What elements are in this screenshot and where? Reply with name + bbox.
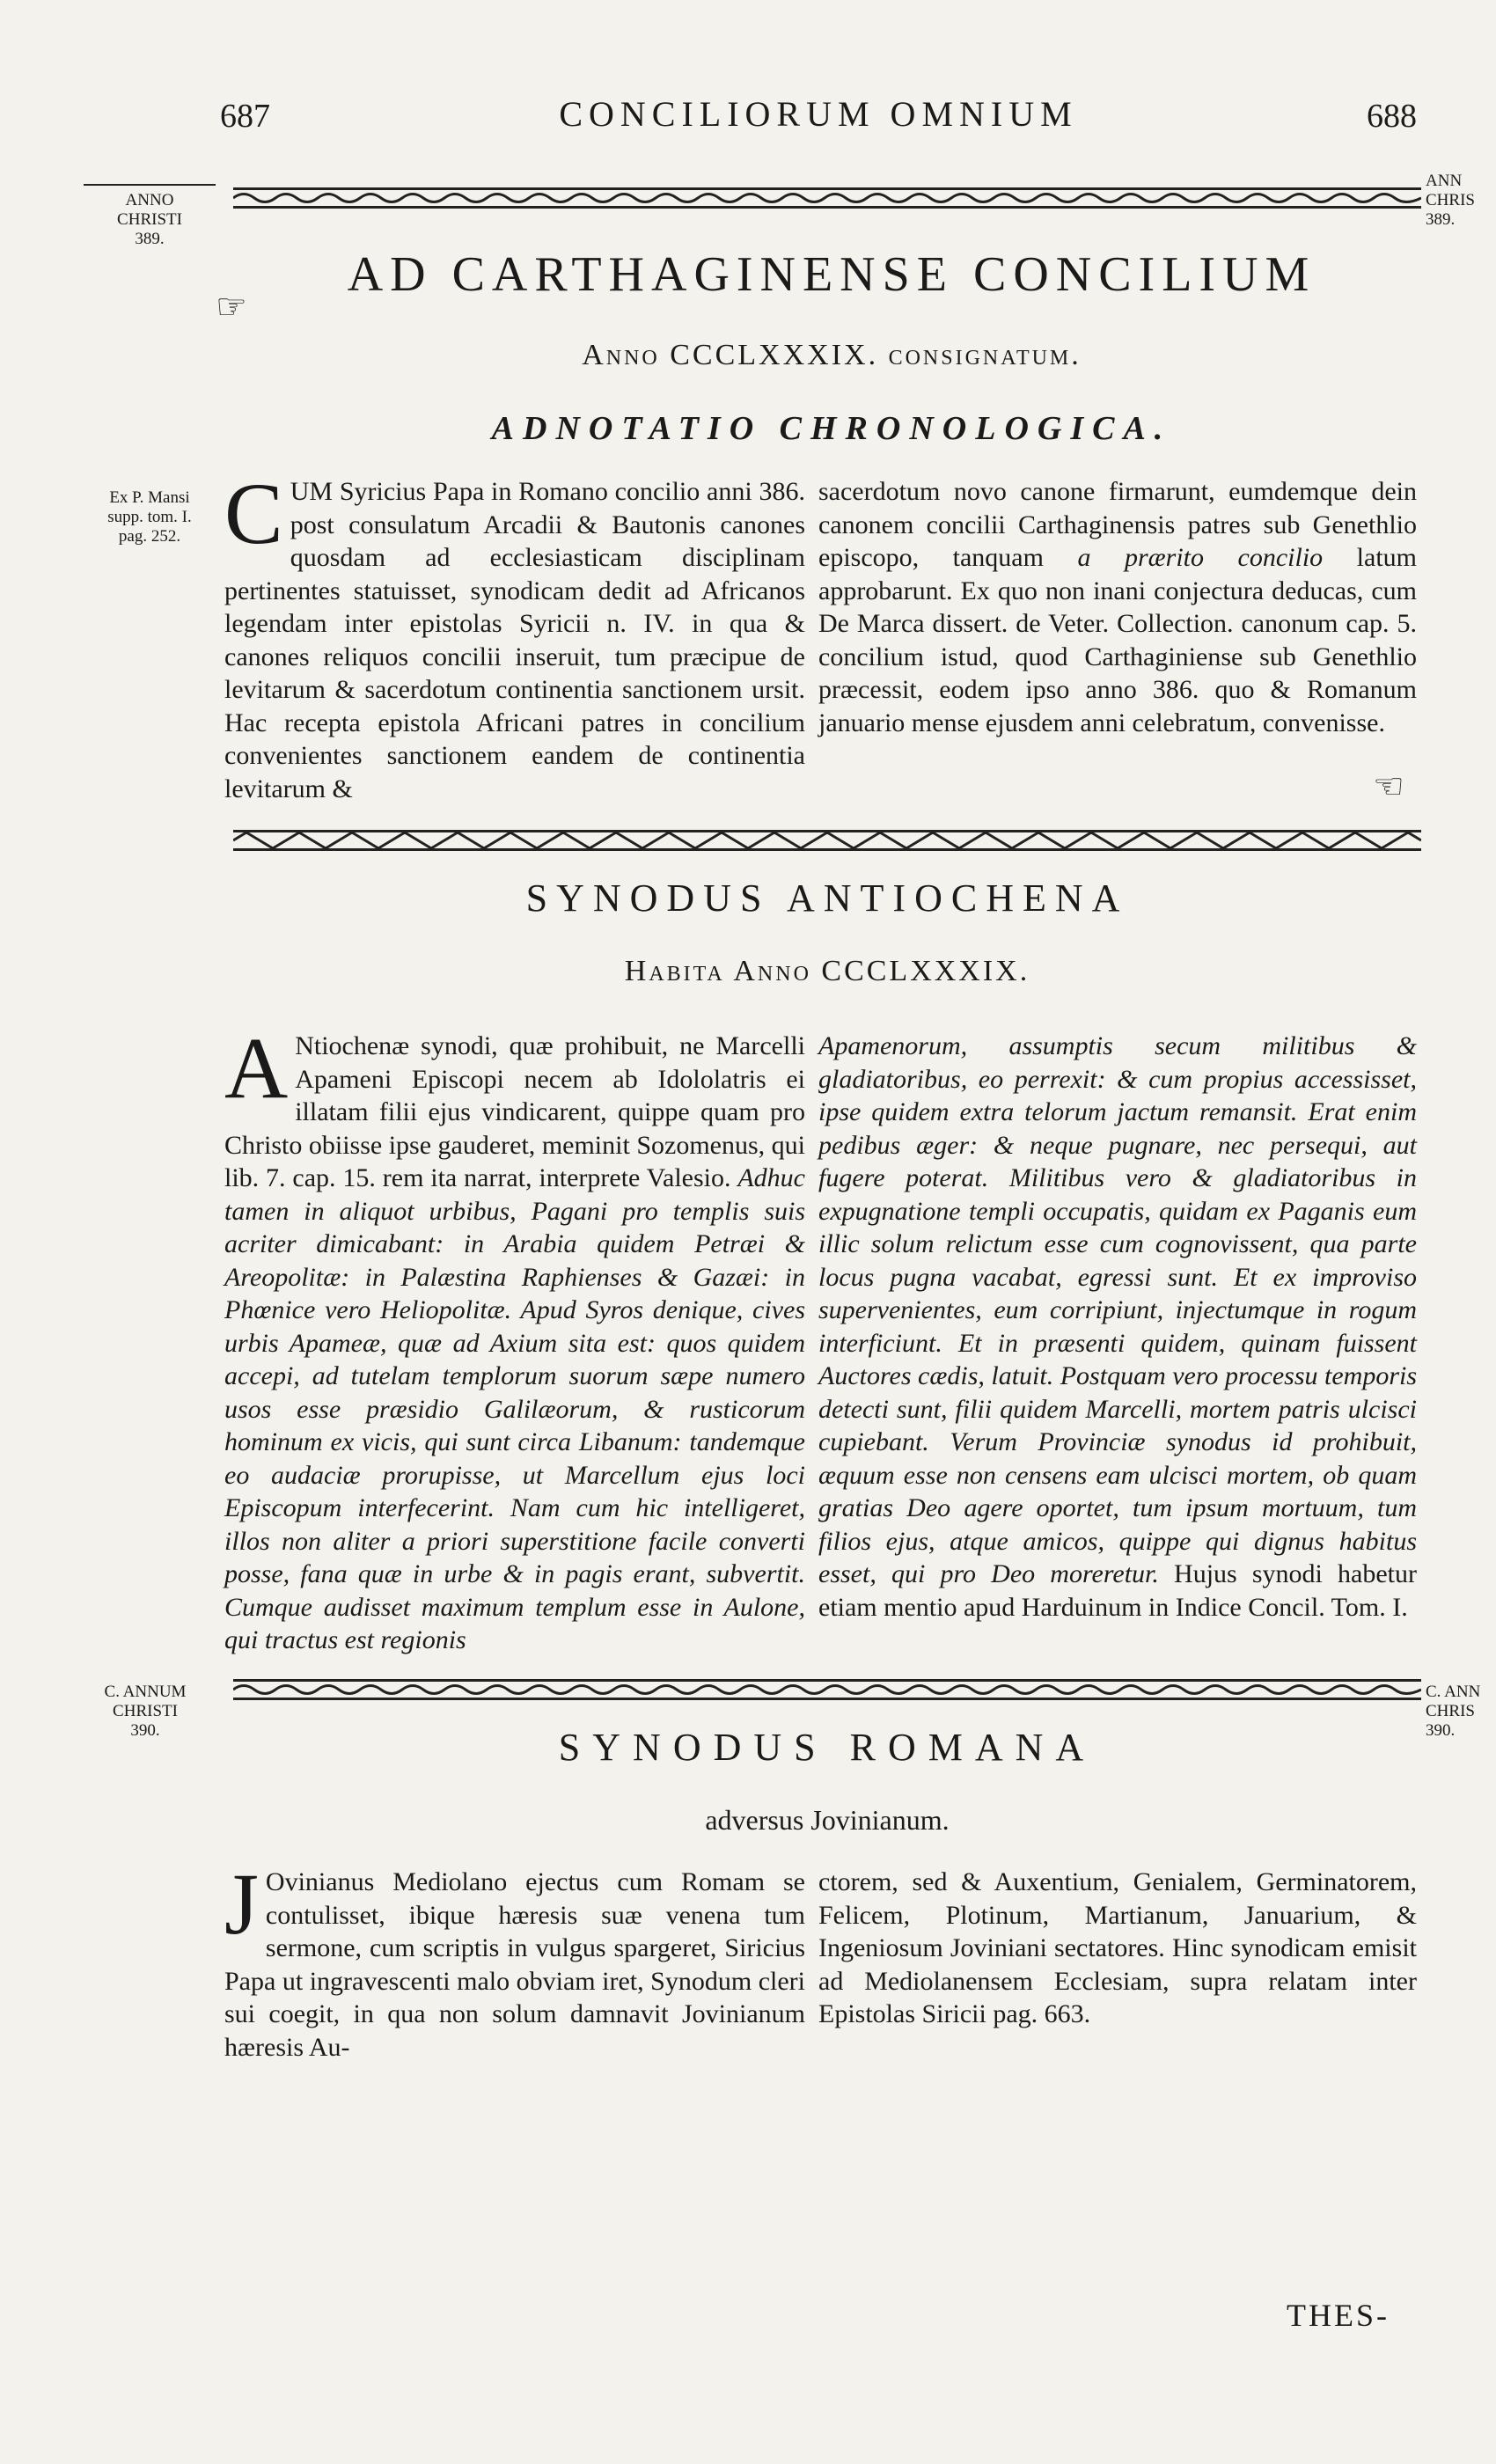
italic-text: Adhuc tamen in aliquot urbibus, Pagani pro templis suis acriter dimicabant: in Arabia quidem Petræi & Areopolitæ: in Palæstina Raphienses & Gazæi: in Phœnice vero Heliopolitæ. Apud Syros denique, cives urbis Apameæ, quæ ad Axium sita est: quos quidem accepi, ad tutelam templorum suorum sæpe numero usos esse præsidio Galilæorum, & rusticorum hominum ex vicis, qui sunt circa Libanum: tandemque eo audaciæ prorupisse, ut Marcellum ejus loci Episcopum interfecerint. Nam cum hic intelligeret, illos non aliter a priori superstitione facile converti posse, fana quæ in urbe & in pagis erant, subvertit. Cumque audisset maximum templum esse in Aulone, qui tractus est regionis [224, 1163, 805, 1654]
section-title: SYNODUS ANTIOCHENA [525, 876, 1129, 920]
catchword: THES- [1287, 2298, 1390, 2333]
drop-cap: J [224, 1855, 259, 1953]
margin-year-390-right [1426, 1683, 1496, 1741]
pointing-hand-icon: ☞ [216, 287, 247, 326]
ornament-band [233, 1676, 1421, 1703]
text-column-left [224, 465, 805, 805]
margin-year-label: ANNO [125, 191, 174, 209]
margin-year-389-right [1426, 172, 1496, 230]
paragraph-text: Ovinianus Mediolano ejectus cum Romam se contulisset, ibique hæresis suæ venena tum sermone, cum scriptis in vulgus spargeret, Siricius Papa ut ingravescenti malo obviam iret, Synodum cleri sui coegit, in qua non solum damnavit Jovinianum hæresis Au- [224, 1867, 805, 2062]
margin-year-label: CHRIS [1426, 191, 1475, 209]
margin-year-label: C. ANNUM [104, 1683, 187, 1701]
margin-source-note [84, 488, 216, 546]
margin-year-value: 389. [135, 230, 165, 248]
margin-year-label: C. ANN [1426, 1683, 1481, 1701]
margin-year-label: ANN [1426, 172, 1463, 190]
text-column-left [224, 1855, 805, 2064]
ornament-band [233, 185, 1421, 211]
text-column-right [818, 475, 1417, 739]
margin-year-label: CHRISTI [117, 210, 182, 229]
margin-year-390-left [79, 1683, 211, 1741]
running-title: CONCILIORUM OMNIUM [559, 94, 1078, 134]
text-column-right [818, 1866, 1417, 2031]
paragraph-text: ctorem, sed & Auxentium, Genialem, Germinatorem, Felicem, Plotinum, Martianum, Januarium, & Ingeniosum Joviniani sectatores. Hinc synodicam emisit ad Mediolanensem Ecclesiam, supra relatam inter Epistolas Siricii pag. 663. [818, 1867, 1417, 2028]
ornament-band [233, 827, 1421, 854]
margin-year-389-left [84, 172, 216, 249]
section-subtitle: Habita Anno CCCLXXXIX. [624, 955, 1030, 987]
drop-cap: A [224, 1019, 289, 1117]
pointing-hand-icon: ☜ [1373, 766, 1404, 806]
section-title: AD CARTHAGINENSE CONCILIUM [347, 247, 1316, 302]
section-subtitle: adversus Jovinianum. [705, 1804, 950, 1836]
italic-text: Apamenorum, assumptis secum militibus & gladiatoribus, eo perrexit: & cum propius accessisset, ipse quidem extra telorum jactum remansit. Erat enim pedibus æger: & neque pugnare, nec persequi, aut fugere poterat. Militibus vero & gladiatoribus in expugnatione templi occupatis, quidam ex Paganis eum illic solum relictum esse cum cognovissent, qua parte locus pugna vacabat, egressi sunt. Et ex improviso supervenientes, eum corripiunt, injectumque in rogum interficiunt. Et in præsenti quidem, quinam fuissent Auctores cædis, latuit. Postquam vero processu temporis detecti sunt, filii quidem Marcelli, mortem patris ulcisci cupiebant. Verum Provinciæ synodus id prohibuit, æquum esse non censens eam ulcisci mortem, ob quam gratias Deo agere oportet, tum ipsum mortuum, tum filios ejus, atque amicos, quippe qui dignus habitus esset, qui pro Deo moreretur. [818, 1031, 1417, 1588]
paragraph-text: UM Syricius Papa in Romano concilio anni 386. post consulatum Arcadii & Bautonis canones quosdam ad ecclesiasticam disciplinam pertinentes statuisset, synodicam dedit ad Africanos legendam inter epistolas Syricii n. IV. in qua & canones reliquos concilii inseruit, tum præcipue de levitarum & sacerdotum continentia sanctionem ursit. Hac recepta epistola Africani patres in concilium convenientes sanctionem eandem de continentia levitarum & [224, 477, 805, 803]
margin-note-line: supp. tom. I. [107, 508, 192, 526]
section-title: SYNODUS ROMANA [558, 1726, 1096, 1769]
page-number-right: 688 [1367, 98, 1417, 135]
section-subtitle: Anno CCCLXXXIX. consignatum. [582, 339, 1082, 371]
paragraph-text: Ntiochenæ synodi, quæ prohibuit, ne Marcelli Apameni Episcopi necem ab Idololatris ei illatam filii ejus vindicarent, quippe quam pro Christo obiisse ipse gauderet, meminit Sozomenus, qui lib. 7. cap. 15. rem ita narrat, interprete Valesio. [224, 1031, 805, 1192]
section-heading: ADNOTATIO CHRONOLOGICA. [491, 410, 1172, 447]
text-column-right [818, 1030, 1417, 1624]
italic-text: a prærito concilio [1077, 543, 1324, 572]
running-head [202, 92, 1434, 144]
page-number-left: 687 [220, 98, 270, 135]
paragraph-text: latum approbarunt. Ex quo non inani conjectura deducas, cum De Marca dissert. de Veter. Collection. canonum cap. 5. concilium istud, quod Carthaginiense sub Genethlio præcessit, eodem ipso anno 386. quo & Romanum januario mense ejusdem anni celebratum, convenisse. [818, 543, 1417, 737]
text-column-left [224, 1019, 805, 1657]
paragraph-text: sacerdotum novo canone firmarunt, eumdemque dein canonem concilii Carthaginensis patres sub Genethlio episcopo, tanquam [818, 477, 1417, 572]
margin-note-line: pag. 252. [118, 527, 181, 546]
margin-year-value: 390. [1426, 1721, 1456, 1740]
margin-year-label: CHRISTI [113, 1702, 178, 1720]
margin-year-value: 389. [1426, 210, 1456, 229]
drop-cap: C [224, 465, 283, 562]
margin-year-value: 390. [130, 1721, 160, 1740]
margin-year-label: CHRIS [1426, 1702, 1475, 1720]
paragraph-text: Hujus synodi habetur etiam mentio apud Harduinum in Indice Concil. Tom. I. [818, 1559, 1418, 1622]
margin-note-line: Ex P. Mansi [109, 488, 190, 507]
